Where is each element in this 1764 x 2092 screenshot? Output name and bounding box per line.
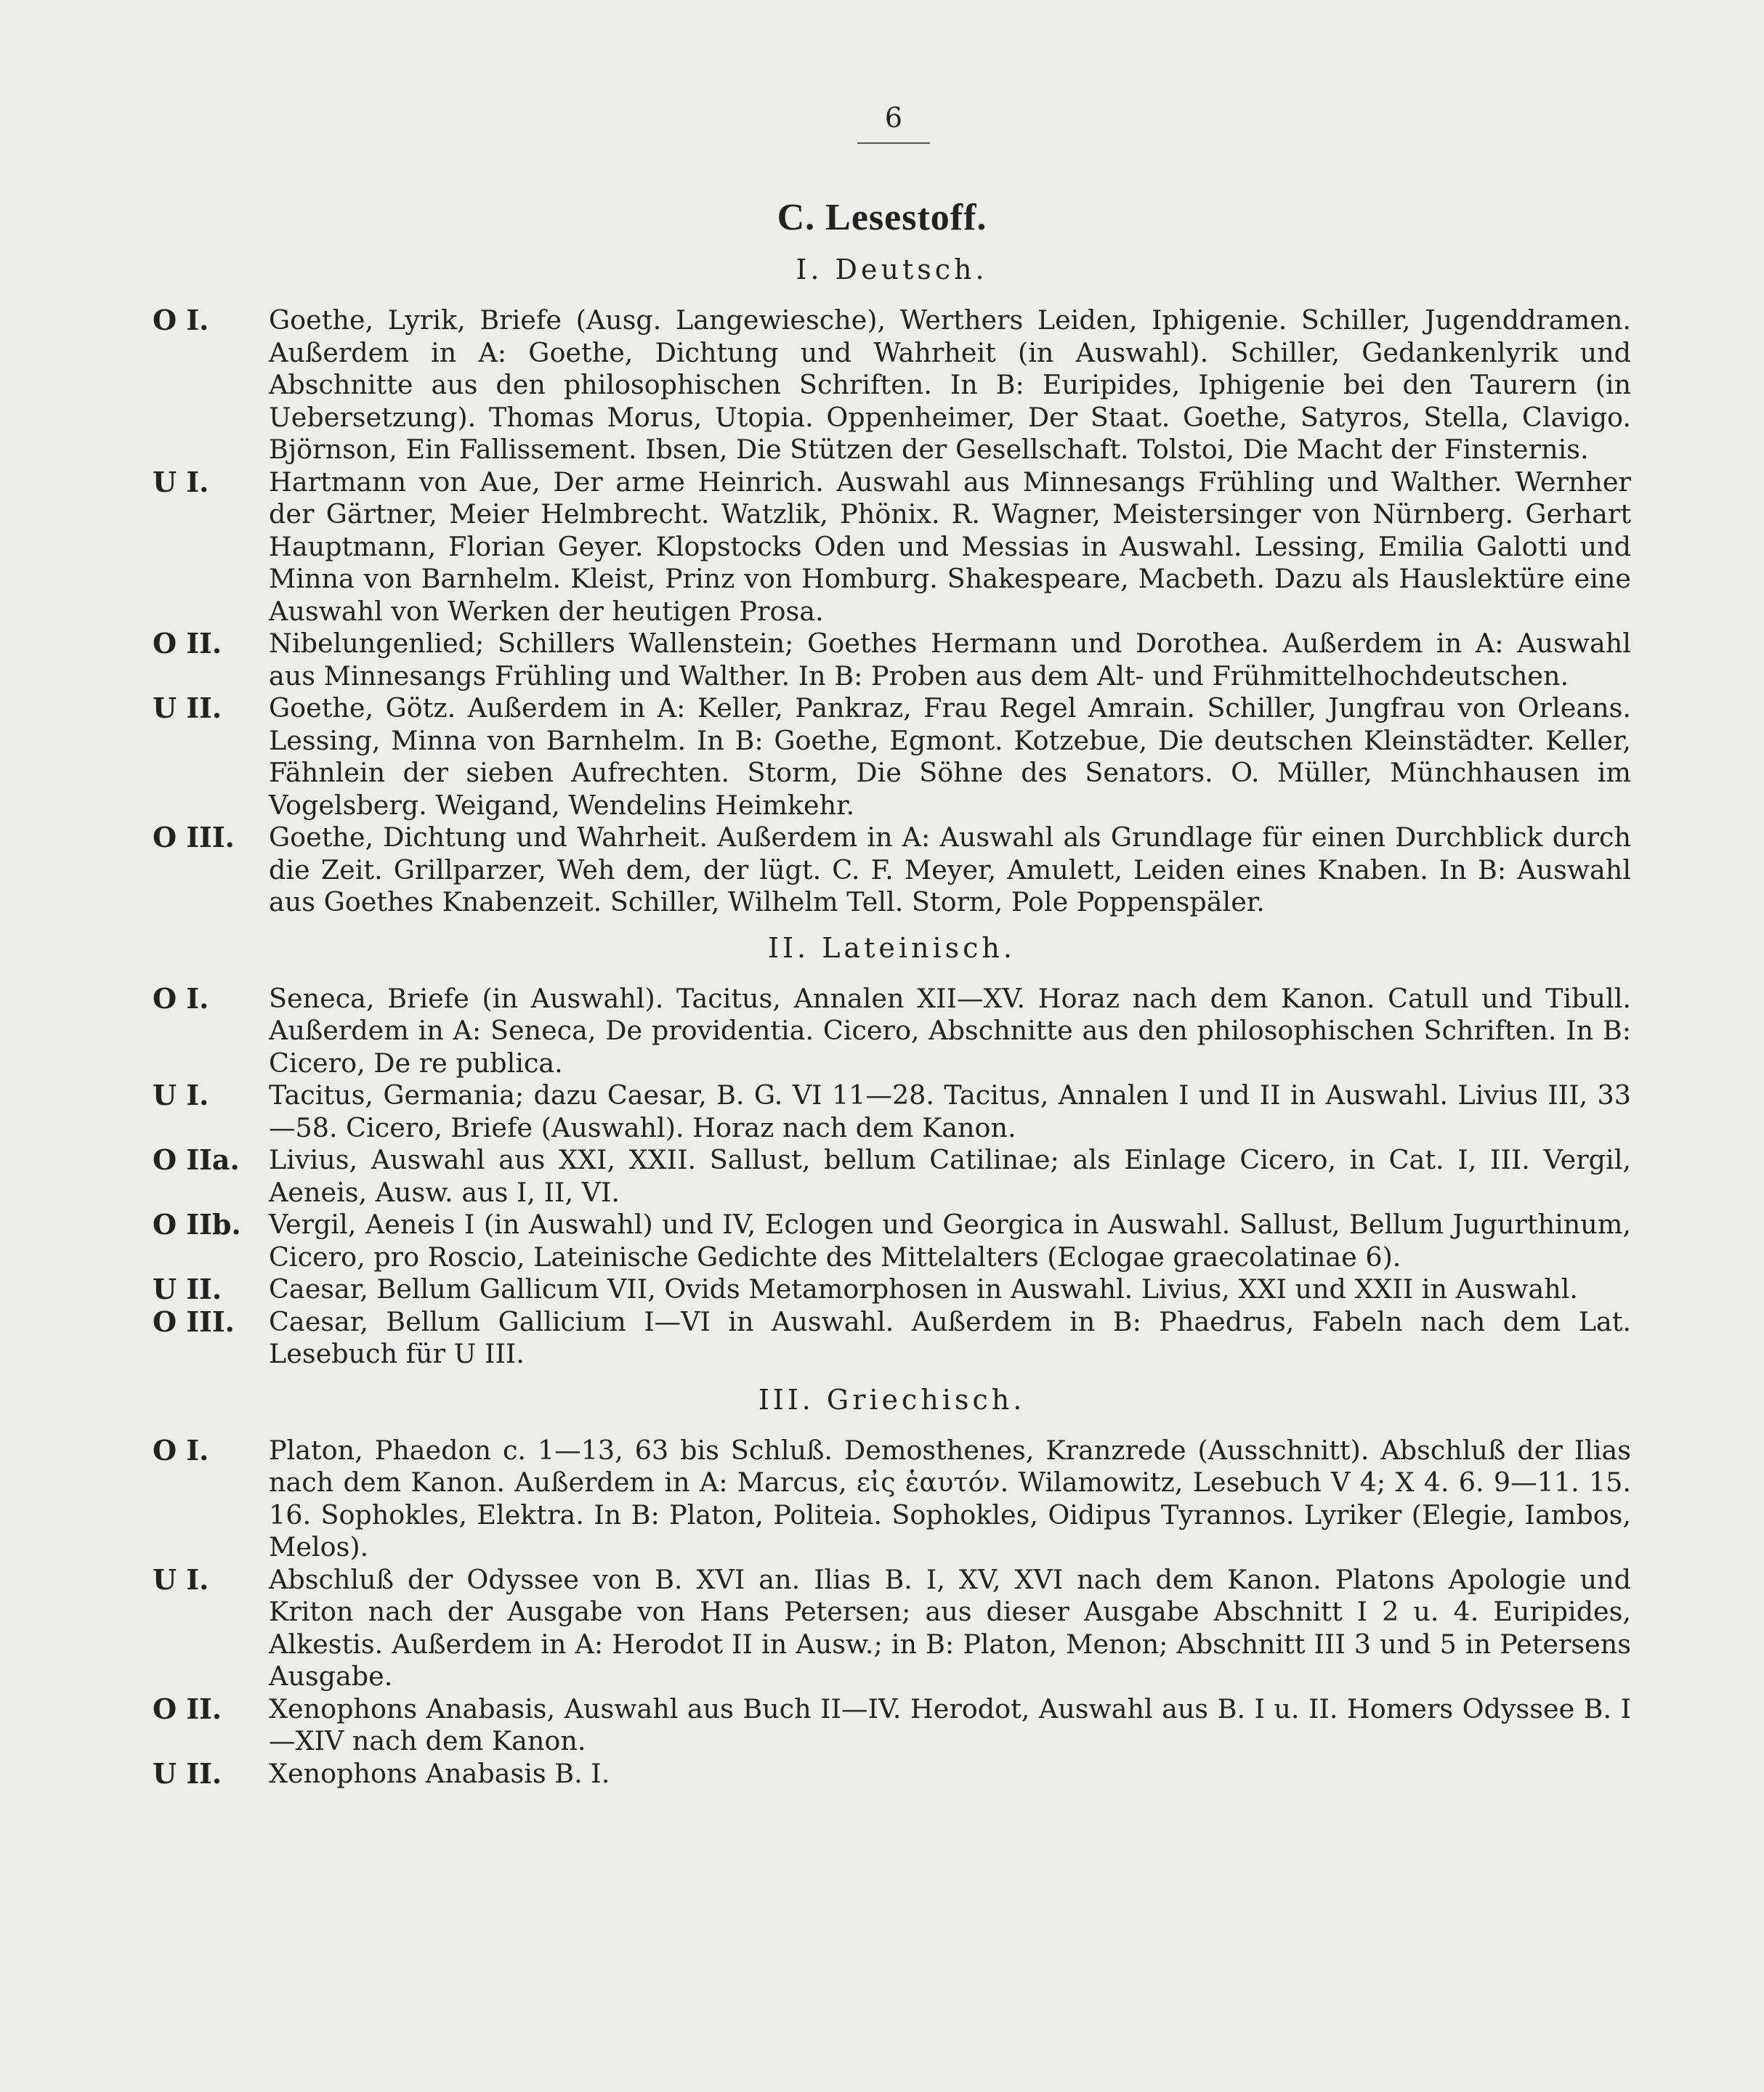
class-label: O I. — [153, 1433, 209, 1467]
class-label: O IIb. — [153, 1208, 241, 1241]
entry-text: Seneca, Briefe (in Auswahl). Tacitus, Annalen XII—XV. Horaz nach dem Kanon. Catull und Tibull. Außerdem in A: Seneca, De providentia. Cicero, Abschnitte aus den philosophischen Schriften. In B: Cicero, De re publica. — [269, 982, 1631, 1079]
class-label: O III. — [153, 821, 235, 854]
class-label: O II. — [153, 1692, 222, 1725]
class-label: O III. — [153, 1305, 235, 1338]
list-item — [153, 692, 1631, 822]
class-label: U I. — [153, 1079, 209, 1111]
class-label: O II. — [153, 627, 222, 660]
list-item — [153, 1564, 1631, 1693]
list-item — [153, 304, 1631, 466]
list-item — [153, 466, 1631, 628]
class-label: O I. — [153, 304, 209, 336]
section-heading-griechisch: III. Griechisch. — [758, 1383, 1026, 1416]
entry-text: Vergil, Aeneis I (in Auswahl) und IV, Eclogen und Georgica in Auswahl. Sallust, Bellum Jugurthinum, Cicero, pro Roscio, Lateinische Gedichte des Mittelalters (Eclogae graecolatinae 6). — [269, 1209, 1631, 1273]
class-label: U II. — [153, 692, 222, 724]
list-item — [153, 1144, 1631, 1209]
class-label: U II. — [153, 1273, 222, 1305]
reading-list — [153, 251, 1631, 1790]
class-label: U I. — [153, 465, 209, 498]
page-number-rule — [857, 142, 930, 144]
entry-text: Goethe, Götz. Außerdem in A: Keller, Pankraz, Frau Regel Amrain. Schiller, Jungfrau von Orleans. Lessing, Minna von Barnhelm. In B: Goethe, Egmont. Kotzebue, Die deutschen Kleinstädter. Keller, Fähnlein der sieben Aufrechten. Storm, Die Söhne des Senators. O. Müller, Münchhausen im Vogelsberg. Weigand, Wendelins Heimkehr. — [269, 692, 1631, 821]
section-heading-deutsch: I. Deutsch. — [796, 254, 988, 285]
entry-text: Abschluß der Odyssee von B. XVI an. Ilias B. I, XV, XVI nach dem Kanon. Platons Apologie und Kriton nach der Ausgabe von Hans Petersen; aus dieser Ausgabe Abschnitt I 2 u. 4. Euripides, Alkestis. Außerdem in A: Herodot II in Ausw.; in B: Platon, Menon; Abschnitt III 3 und 5 in Petersens Ausgabe. — [269, 1563, 1631, 1692]
class-label: U I. — [153, 1562, 209, 1596]
entry-text: Xenophons Anabasis B. I. — [269, 1757, 610, 1789]
page-title: C. Lesestoff. — [777, 197, 987, 238]
entry-text: Xenophons Anabasis, Auswahl aus Buch II—IV. Herodot, Auswahl aus B. I u. II. Homers Odyssee B. I—XIV nach dem Kanon. — [269, 1692, 1631, 1756]
list-item — [153, 628, 1631, 692]
page-number: 6 — [884, 102, 903, 134]
list-item — [153, 1435, 1631, 1564]
section-heading-lateinisch: II. Lateinisch. — [768, 931, 1016, 964]
entry-text: Platon, Phaedon c. 1—13, 63 bis Schluß. Demosthenes, Kranzrede (Ausschnitt). Abschluß der Ilias nach dem Kanon. Außerdem in A: Marcus, εἰς ἑαυτόν. Wilamowitz, Lesebuch V 4; X 4. 6. 9—11. 15. 16. Sophokles, Elektra. In B: Platon, Politeia. Sophokles, Oidipus Tyrannos. Lyriker (Elegie, Iambos, Melos). — [269, 1434, 1631, 1562]
entry-text: Goethe, Lyrik, Briefe (Ausg. Langewiesche), Werthers Leiden, Iphigenie. Schiller, Jugenddramen. Außerdem in A: Goethe, Dichtung und Wahrheit (in Auswahl). Schiller, Gedankenlyrik und Abschnitte aus den philosophischen Schriften. In B: Euripides, Iphigenie bei den Taurern (in Uebersetzung). Thomas Morus, Utopia. Oppenheimer, Der Staat. Goethe, Satyros, Stella, Clavigo. Björnson, Ein Fallissement. Ibsen, Die Stützen der Gesellschaft. Tolstoi, Die Macht der Finsternis. — [269, 304, 1631, 465]
entry-text: Nibelungenlied; Schillers Wallenstein; Goethes Hermann und Dorothea. Außerdem in A: Auswahl aus Minnesangs Frühling und Walther. In B: Proben aus dem Alt- und Frühmittelhochdeutschen. — [269, 628, 1631, 692]
list-item — [153, 1758, 1631, 1791]
entry-text: Caesar, Bellum Gallicum VII, Ovids Metamorphosen in Auswahl. Livius, XXI und XXII in Auswahl. — [269, 1273, 1579, 1305]
list-item — [153, 1079, 1631, 1144]
entry-text: Livius, Auswahl aus XXI, XXII. Sallust, bellum Catilinae; als Einlage Cicero, in Cat. I, III. Vergil, Aeneis, Ausw. aus I, II, VI. — [269, 1144, 1631, 1208]
list-item — [153, 983, 1631, 1080]
class-label: O I. — [153, 981, 209, 1015]
entry-text: Hartmann von Aue, Der arme Heinrich. Auswahl aus Minnesangs Frühling und Walther. Wernher der Gärtner, Meier Helmbrecht. Watzlik, Phönix. R. Wagner, Meistersinger von Nürnberg. Gerhart Hauptmann, Florian Geyer. Klopstocks Oden und Messias in Auswahl. Lessing, Emilia Galotti und Minna von Barnhelm. Kleist, Prinz von Homburg. Shakespeare, Macbeth. Dazu als Hauslektüre eine Auswahl von Werken der heutigen Prosa. — [269, 466, 1631, 627]
class-label: U II. — [153, 1756, 222, 1790]
list-item — [153, 1693, 1631, 1758]
list-item — [153, 1209, 1631, 1273]
entry-text: Caesar, Bellum Gallicium I—VI in Auswahl. Außerdem in B: Phaedrus, Fabeln nach dem Lat. Lesebuch für U III. — [269, 1305, 1631, 1369]
list-item — [153, 822, 1631, 919]
class-label: O IIa. — [153, 1143, 240, 1176]
list-item — [153, 1273, 1631, 1306]
list-item — [153, 1306, 1631, 1371]
entry-text: Goethe, Dichtung und Wahrheit. Außerdem in A: Auswahl als Grundlage für einen Durchblick durch die Zeit. Grillparzer, Weh dem, der lügt. C. F. Meyer, Amulett, Leiden eines Knaben. In B: Auswahl aus Goethes Knabenzeit. Schiller, Wilhelm Tell. Storm, Pole Poppenspäler. — [269, 822, 1631, 917]
entry-text: Tacitus, Germania; dazu Caesar, B. G. VI 11—28. Tacitus, Annalen I und II in Auswahl. Livius III, 33—58. Cicero, Briefe (Auswahl). Horaz nach dem Kanon. — [269, 1079, 1631, 1143]
